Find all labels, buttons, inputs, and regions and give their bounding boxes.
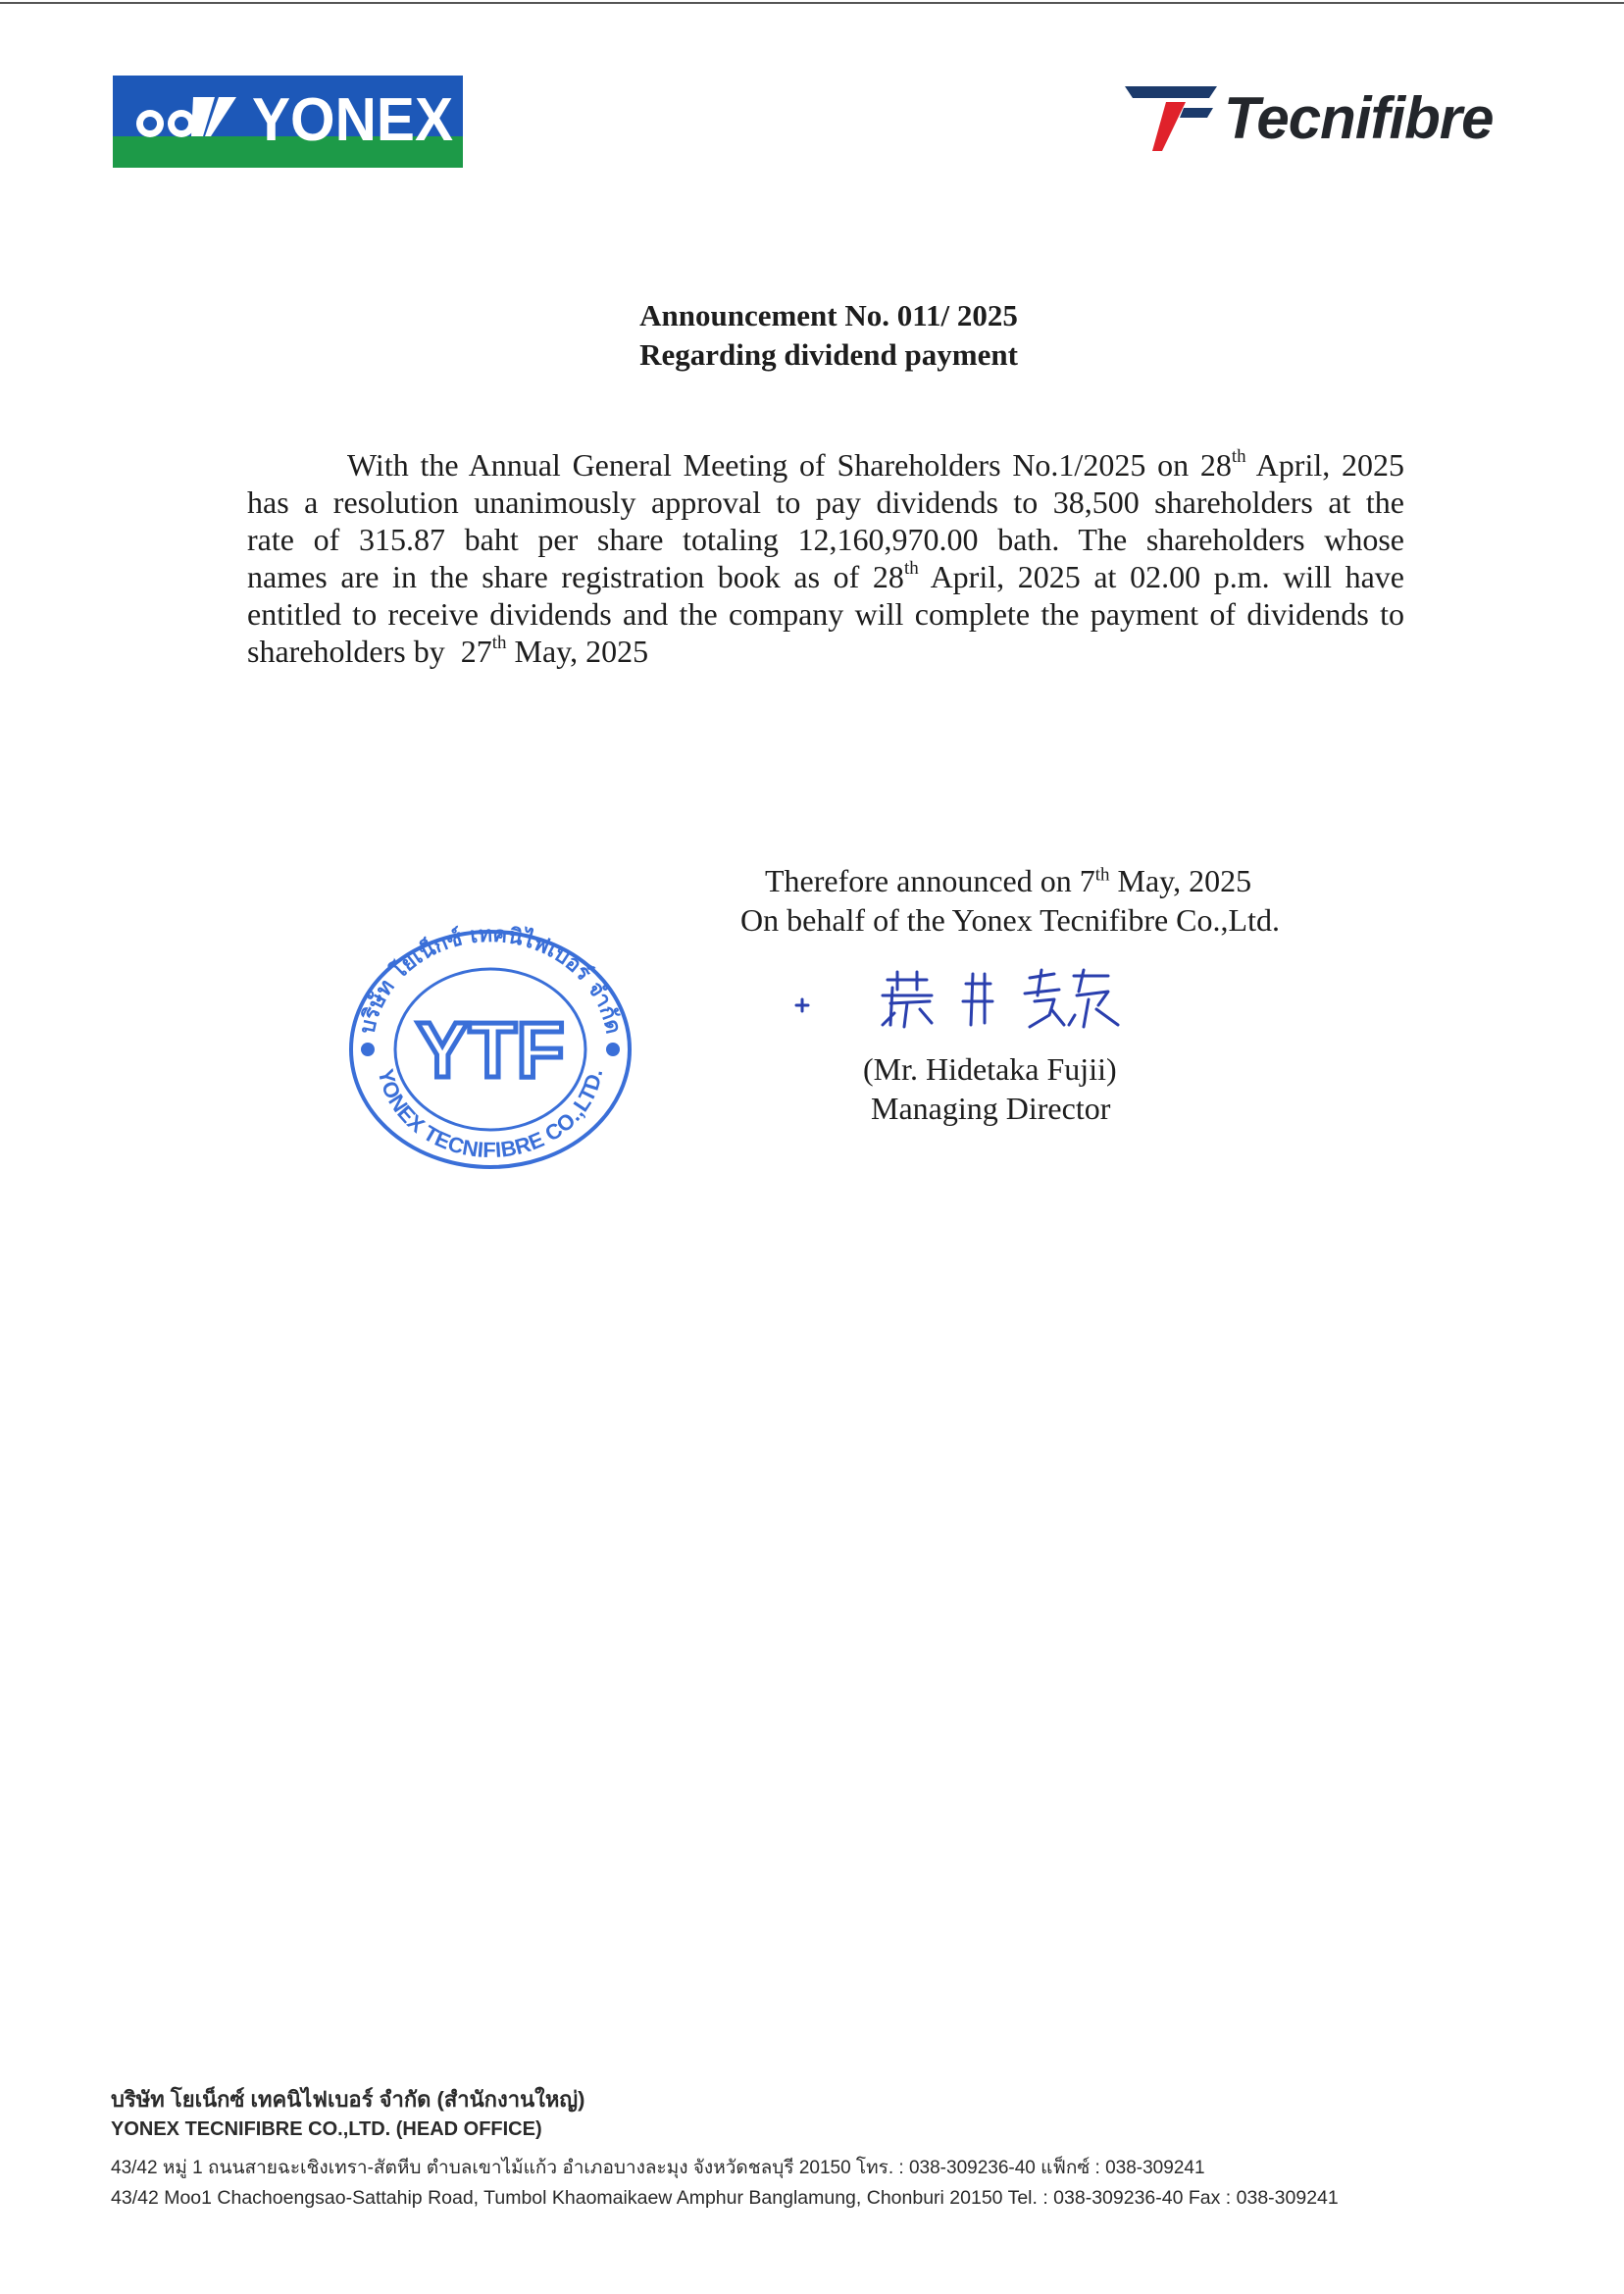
announced-date-line: Therefore announced on 7th May, 2025 xyxy=(765,863,1252,898)
svg-text:YTF: YTF xyxy=(416,1006,565,1094)
svg-text:YONEX: YONEX xyxy=(252,86,453,154)
body-line: With the Annual General Meeting of Shareholders No.1/2025 on 28th April, 2025 xyxy=(347,446,1405,483)
company-seal-stamp xyxy=(338,922,642,1177)
body-line: rate of 315.87 baht per share totaling 12,160,970.00 bath. The shareholders whose xyxy=(247,522,1404,557)
tecnifibre-logo xyxy=(1123,82,1515,157)
tecnifibre-wordmark: Tecnifibre xyxy=(1224,85,1494,151)
announcement-number-title: Announcement No. 011/ 2025 xyxy=(639,298,1018,332)
signer-name: (Mr. Hidetaka Fujii) xyxy=(863,1051,1117,1087)
footer-company-thai-name: บริษัท โยเน็กซ์ เทคนิไฟเบอร์ จำกัด (สำนักงานใหญ่) xyxy=(111,2087,585,2112)
yonex-logo-mark-icon xyxy=(113,76,463,168)
body-line: names are in the share registration book as of 28th April, 2025 at 02.00 p.m. will have xyxy=(247,558,1405,594)
handwritten-signature xyxy=(785,966,1138,1035)
body-line: has a resolution unanimously approval to pay dividends to 38,500 shareholders at the xyxy=(247,484,1404,520)
footer-company-english-name: YONEX TECNIFIBRE CO.,LTD. (HEAD OFFICE) xyxy=(111,2118,542,2140)
announcement-subject-title: Regarding dividend payment xyxy=(639,337,1018,372)
svg-text:YONEX TECNIFIBRE CO.,LTD.: YONEX TECNIFIBRE CO.,LTD. xyxy=(373,1066,608,1163)
footer-english-address: 43/42 Moo1 Chachoengsao-Sattahip Road, Tumbol Khaomaikaew Amphur Banglamung, Chonburi 20150 Tel. : 038-309236-40 Fax : 038-309241 xyxy=(111,2187,1339,2209)
body-line: entitled to receive dividends and the company will complete the payment of dividends to xyxy=(247,596,1404,632)
svg-text:บริษัท โยเน็กซ์ เทคนิไฟเบอร์ จ: บริษัท โยเน็กซ์ เทคนิไฟเบอร์ จำกัด xyxy=(355,922,626,1037)
signer-title: Managing Director xyxy=(871,1091,1111,1126)
body-line: shareholders by 27th May, 2025 xyxy=(247,633,649,669)
footer-thai-address: 43/42 หมู่ 1 ถนนสายฉะเชิงเทรา-สัตหีบ ตำบลเขาไม้แก้ว อำเภอบางละมุง จังหวัดชลบุรี 20150 โทร. : 038-309236-40 แฟ็กซ์ : 038-309241 xyxy=(111,2158,1205,2178)
yonex-logo xyxy=(113,76,463,168)
tecnifibre-mark-icon xyxy=(1123,82,1221,157)
on-behalf-line: On behalf of the Yonex Tecnifibre Co.,Ltd. xyxy=(740,902,1280,938)
announcement-body xyxy=(247,446,1404,670)
scan-edge-line xyxy=(0,2,1624,4)
